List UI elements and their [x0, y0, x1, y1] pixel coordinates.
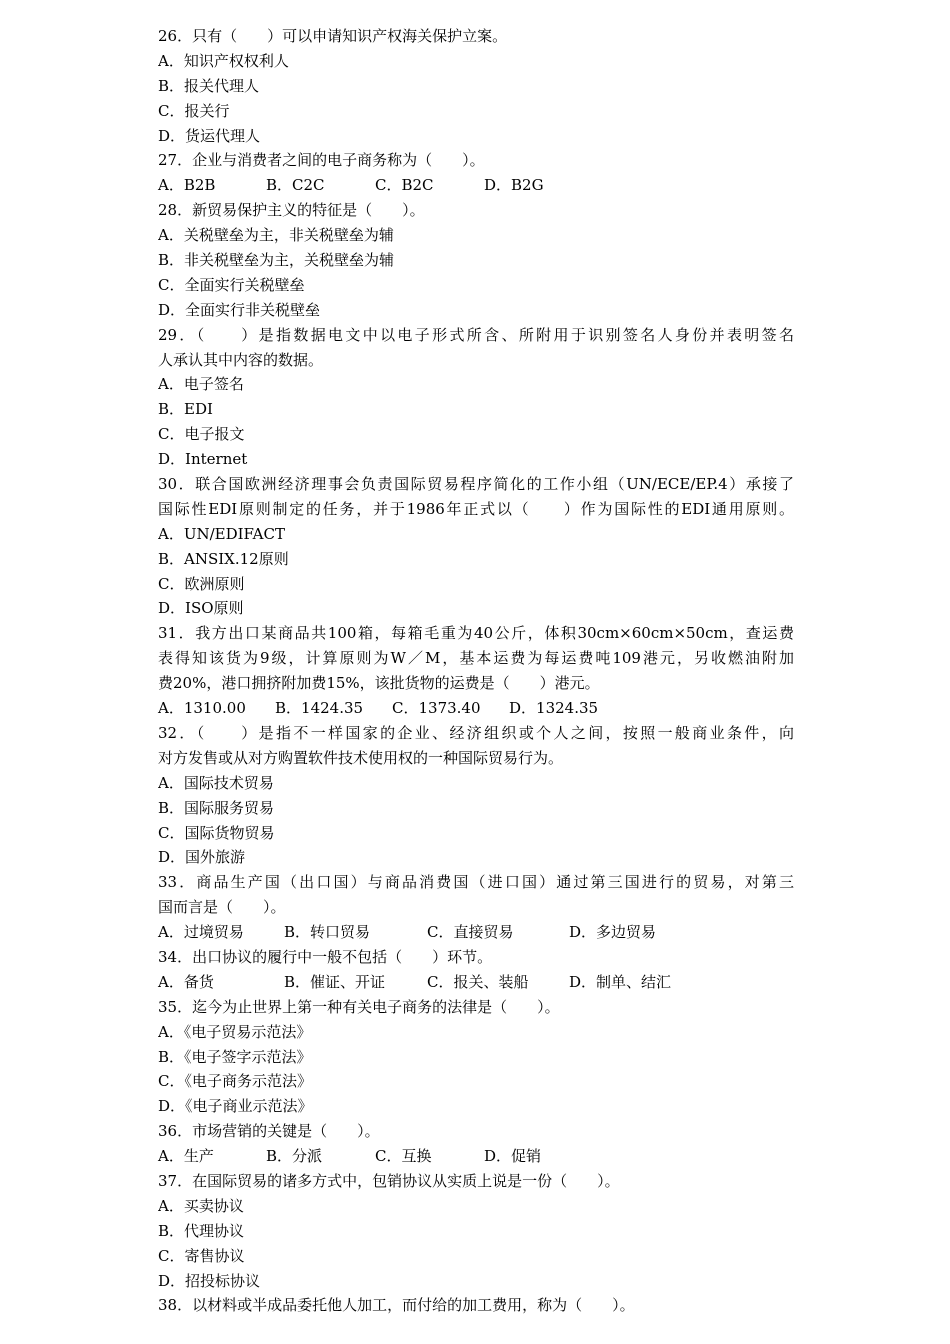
- options-row: [158, 1144, 794, 1169]
- option-c: C．《电子商务示范法》: [158, 1072, 312, 1091]
- option-d: D．全面实行非关税壁垒: [158, 300, 321, 319]
- option-b: B．EDI: [158, 400, 213, 419]
- option-a: A．生产: [158, 1147, 214, 1166]
- option-c: C．直接贸易: [427, 923, 514, 942]
- option-a: A．《电子贸易示范法》: [158, 1022, 312, 1041]
- option-c: C．电子报文: [158, 425, 245, 444]
- option-c: C．寄售协议: [158, 1246, 245, 1265]
- option-a: A．B2B: [158, 176, 216, 195]
- option-a: A．1310.00: [158, 699, 246, 718]
- question-text-continued: 国而言是（ ）。: [158, 898, 286, 917]
- question-text-continued: 费20%，港口拥挤附加费15%，该批货物的运费是（ ）港元。: [158, 674, 600, 693]
- option-b: B．代理协议: [158, 1221, 245, 1240]
- option-b: B．ANSIX.12原则: [158, 549, 289, 568]
- option-c: C．报关、装船: [427, 972, 529, 991]
- option-b: B．报关代理人: [158, 76, 260, 95]
- option-d: D．国外旅游: [158, 848, 246, 867]
- option-d: D．货运代理人: [158, 126, 261, 145]
- option-a: A．国际技术贸易: [158, 773, 274, 792]
- question-text: 34．出口协议的履行中一般不包括（ ）环节。: [158, 947, 493, 966]
- option-d: D．B2G: [484, 176, 544, 195]
- question-text: 32．（ ）是指不一样国家的企业、经济组织或个人之间，按照一般商业条件，向: [158, 723, 794, 742]
- question-text-continued: 国际性EDI原则制定的任务，并于1986年正式以（ ）作为国际性的EDI通用原则。: [158, 499, 794, 518]
- option-b: B．《电子签字示范法》: [158, 1047, 312, 1066]
- option-a: A．知识产权权利人: [158, 51, 289, 70]
- option-b: B．催证、开证: [284, 972, 386, 991]
- option-b: B．1424.35: [275, 699, 364, 718]
- option-c: C．互换: [375, 1147, 432, 1166]
- question-text: 26．只有（ ）可以申请知识产权海关保护立案。: [158, 27, 508, 45]
- question-text: 38．以材料或半成品委托他人加工，而付给的加工费用，称为（ ）。: [158, 1296, 635, 1315]
- option-d: D．制单、结汇: [569, 972, 672, 991]
- option-a: A．买卖协议: [158, 1196, 244, 1215]
- option-d: D．招投标协议: [158, 1271, 261, 1290]
- question-text: 33．商品生产国（出口国）与商品消费国（进口国）通过第三国进行的贸易，对第三: [158, 873, 794, 892]
- question-text: 35．迄今为止世界上第一种有关电子商务的法律是（ ）。: [158, 997, 560, 1016]
- question-text: 28．新贸易保护主义的特征是（ ）。: [158, 201, 425, 220]
- option-b: B．分派: [266, 1147, 323, 1166]
- question-list: [158, 24, 794, 1318]
- option-a: A．关税壁垒为主，非关税壁垒为辅: [158, 226, 394, 245]
- options-row: [158, 173, 794, 198]
- question-text-continued: 表得知该货为9级，计算原则为W／M，基本运费为每运费吨109港元，另收燃油附加: [158, 649, 794, 668]
- question-text: 30．联合国欧洲经济理事会负责国际贸易程序简化的工作小组（UN/ECE/EP.4）承接了: [158, 475, 794, 494]
- option-d: D．ISO原则: [158, 599, 244, 618]
- option-c: C．全面实行关税壁垒: [158, 275, 305, 294]
- option-a: A．备货: [158, 972, 214, 991]
- question-text: 31．我方出口某商品共100箱，每箱毛重为40公斤，体积30cm×60cm×50cm，查运费: [158, 624, 794, 643]
- option-d: D．多边贸易: [569, 923, 657, 942]
- option-b: B．C2C: [266, 176, 325, 195]
- option-d: D．Internet: [158, 450, 248, 469]
- option-c: C．1373.40: [392, 699, 481, 718]
- option-b: B．转口贸易: [284, 923, 371, 942]
- option-d: D．1324.35: [509, 699, 599, 718]
- question-text: 29．（ ）是指数据电文中以电子形式所含、所附用于识别签名人身份并表明签名: [158, 325, 794, 344]
- option-b: B．国际服务贸易: [158, 798, 275, 817]
- question-text-continued: 人承认其中内容的数据。: [158, 350, 324, 369]
- option-a: A．UN/EDIFACT: [158, 524, 285, 543]
- option-b: B．非关税壁垒为主，关税壁垒为辅: [158, 251, 395, 270]
- question-text-continued: 对方发售或从对方购置软件技术使用权的一种国际贸易行为。: [158, 748, 564, 767]
- question-text: 37．在国际贸易的诸多方式中，包销协议从实质上说是一份（ ）。: [158, 1171, 620, 1190]
- options-row: [158, 970, 794, 995]
- option-c: C．欧洲原则: [158, 574, 245, 593]
- option-c: C．国际货物贸易: [158, 823, 275, 842]
- option-a: A．电子签名: [158, 375, 244, 394]
- options-row: [158, 696, 794, 721]
- option-d: D．促销: [484, 1147, 542, 1166]
- question-text: 36．市场营销的关键是（ ）。: [158, 1122, 380, 1141]
- option-a: A．过境贸易: [158, 923, 244, 942]
- question-text: 27．企业与消费者之间的电子商务称为（ ）。: [158, 151, 485, 170]
- option-d: D．《电子商业示范法》: [158, 1097, 313, 1116]
- options-row: [158, 920, 794, 945]
- option-c: C．B2C: [375, 176, 434, 195]
- option-c: C．报关行: [158, 101, 230, 120]
